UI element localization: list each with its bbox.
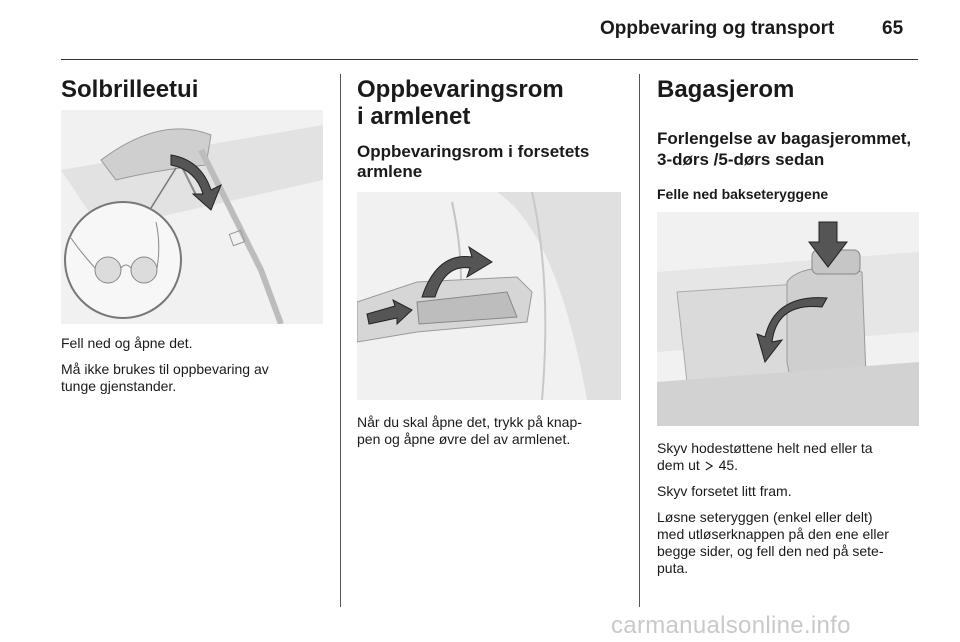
warning-line-2: tunge gjenstander. xyxy=(61,378,177,394)
headrest-instruction-line-1: Skyv hodestøttene helt ned eller ta xyxy=(657,440,873,456)
armrest-instruction-line-2: pen og åpne øvre del av armlenet. xyxy=(357,431,571,447)
section-heading-luggage: Bagasjerom xyxy=(657,76,795,103)
release-instruction-line-3: begge sider, og fell den ned på sete- xyxy=(657,543,884,559)
page-reference-arrow-icon xyxy=(704,457,715,474)
subheading-armrest-2: armlene xyxy=(357,162,423,181)
armrest-storage-figure xyxy=(357,192,621,400)
column-divider-2 xyxy=(639,74,640,607)
section-heading-armrest-2: i armlenet xyxy=(357,103,471,130)
running-header-title: Oppbevaring og transport xyxy=(600,18,835,39)
sunglasses-holder-figure xyxy=(61,110,323,324)
front-seat-instruction: Skyv forsetet litt fram. xyxy=(657,483,792,499)
release-instruction-line-2: med utløserknappen på den ene eller xyxy=(657,526,889,542)
column-divider-1 xyxy=(340,74,341,607)
subheading-armrest-1: Oppbevaringsrom i forsetets xyxy=(357,142,590,161)
header-rule xyxy=(61,59,918,60)
warning-line-1: Må ikke brukes til oppbevaring av xyxy=(61,361,269,377)
minor-heading-fold-seats: Felle ned bakseteryggene xyxy=(657,186,829,202)
subheading-luggage-1: Forlengelse av bagasjerommet, xyxy=(657,129,912,148)
armrest-instruction-line-1: Når du skal åpne det, trykk på knap- xyxy=(357,414,582,430)
instruction-open: Fell ned og åpne det. xyxy=(61,335,193,351)
release-instruction-line-1: Løsne seteryggen (enkel eller delt) xyxy=(657,509,873,525)
rear-seat-fold-illustration-icon xyxy=(657,212,919,426)
armrest-storage-illustration-icon xyxy=(357,192,621,400)
sunglasses-holder-illustration-icon xyxy=(61,110,323,324)
headrest-instruction-line-2 xyxy=(657,457,738,474)
page-number: 65 xyxy=(882,18,904,39)
release-instruction-line-4: puta. xyxy=(657,560,689,576)
section-heading-armrest-1: Oppbevaringsrom xyxy=(357,76,564,103)
watermark-text: carmanualsonline.info xyxy=(611,612,851,639)
subheading-luggage-2: 3-dørs /5-dørs sedan xyxy=(657,150,825,169)
headrest-instruction-prefix: dem ut xyxy=(657,457,700,473)
section-heading-sunglasses: Solbrilleetui xyxy=(61,76,199,103)
rear-seat-fold-figure xyxy=(657,212,919,426)
page-reference-link[interactable]: 45. xyxy=(718,457,739,473)
